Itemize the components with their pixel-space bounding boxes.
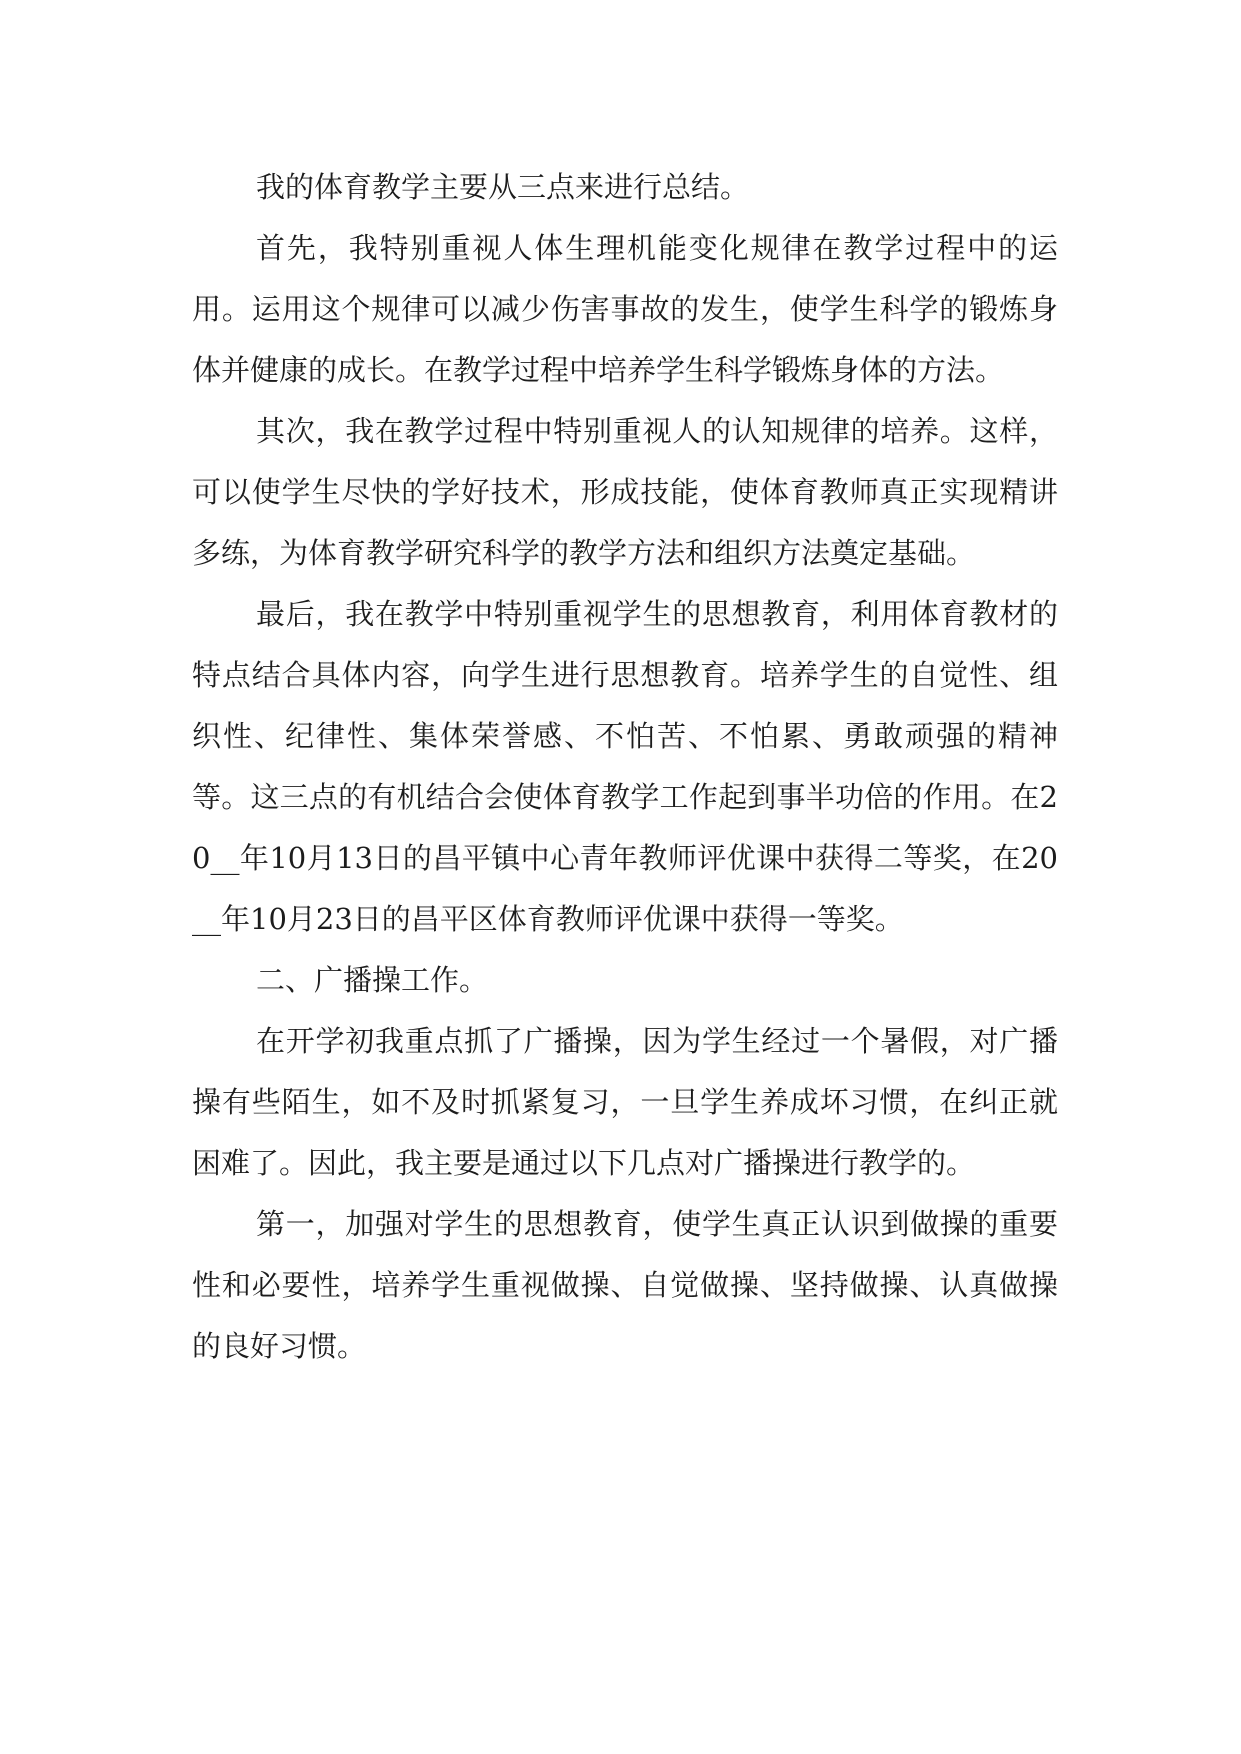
- paragraph-broadcast-first: 第一，加强对学生的思想教育，使学生真正认识到做操的重要性和必要性，培养学生重视做操、自觉做操、坚持做操、认真做操的良好习惯。: [192, 1207, 1058, 1363]
- paragraph-first-point: 首先，我特别重视人体生理机能变化规律在教学过程中的运用。运用这个规律可以减少伤害事故的发生，使学生科学的锻炼身体并健康的成长。在教学过程中培养学生科学锻炼身体的方法。: [192, 231, 1058, 387]
- paragraph-third-point: 最后，我在教学中特别重视学生的思想教育，利用体育教材的特点结合具体内容，向学生进行思想教育。培养学生的自觉性、组织性、纪律性、集体荣誉感、不怕苦、不怕累、勇敢顽强的精神等。这三点的有机结合会使体育教学工作起到事半功倍的作用。在20__年10月13日的昌平镇中心青年教师评优课中获得二等奖，在20__年10月23日的昌平区体育教师评优课中获得一等奖。: [192, 597, 1058, 936]
- paragraph-broadcast-exercise: 在开学初我重点抓了广播操，因为学生经过一个暑假，对广播操有些陌生，如不及时抓紧复习，一旦学生养成坏习惯，在纠正就困难了。因此，我主要是通过以下几点对广播操进行教学的。: [192, 1024, 1058, 1180]
- document-body: [192, 157, 1058, 1377]
- section-heading-broadcast-exercise: 二、广播操工作。: [256, 963, 489, 997]
- paragraph-second-point: 其次，我在教学过程中特别重视人的认知规律的培养。这样，可以使学生尽快的学好技术，形成技能，使体育教师真正实现精讲多练，为体育教学研究科学的教学方法和组织方法奠定基础。: [192, 414, 1058, 570]
- paragraph-summary-intro: 我的体育教学主要从三点来进行总结。: [256, 170, 750, 204]
